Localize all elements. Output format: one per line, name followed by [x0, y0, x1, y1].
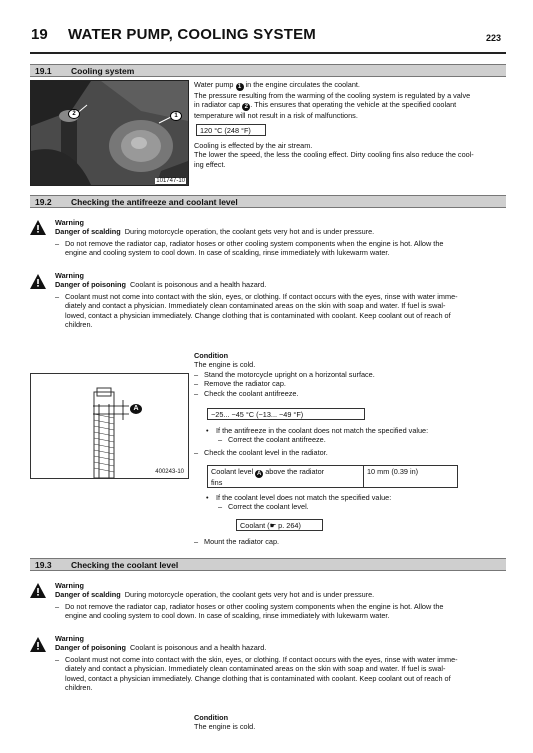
cooling-effect-text — [194, 141, 506, 169]
chapter-number: 19 — [31, 26, 48, 43]
warning-label: Danger of poisoning — [55, 643, 126, 653]
warning-instruction-cont: lowed, contact a physician immediately. Change clothing that is contaminated with coolant. Keep coolant out of reach of — [65, 310, 451, 320]
engine-photo-illustration — [31, 81, 188, 185]
coolant-level-label-b: above the radiator — [265, 467, 325, 476]
section-header-coolant-level — [30, 558, 506, 571]
figure-marker-a: A — [130, 404, 142, 414]
condition-text: The engine is cold. — [194, 722, 256, 732]
antifreeze-spec: −25... −45 °C (−13... −49 °F) — [207, 408, 365, 420]
section-number: 19.3 — [35, 560, 52, 570]
section-header-cooling-system — [30, 64, 506, 77]
warning-label: Danger of scalding — [55, 590, 121, 600]
header-rule — [30, 52, 506, 54]
marker-a-icon: A — [257, 471, 262, 477]
warning-triangle-icon — [30, 220, 46, 235]
condition-text: The engine is cold. — [194, 360, 256, 370]
antifreeze-check: • If the antifreeze in the coolant does not match the specified value: – Correct the coolant antifreeze. — [206, 426, 429, 445]
coolant-level-label: Coolant level — [211, 467, 254, 476]
radiator-figure — [30, 373, 189, 479]
step-correct-level: Correct the coolant level. — [228, 502, 309, 512]
photo-marker-2: 2 — [68, 109, 80, 119]
warning-label: Danger of poisoning — [55, 280, 126, 290]
warning-instruction-cont: engine and cooling system to cool down. In case of scalding, rinse immediately with lukewarm water. — [65, 248, 390, 258]
radiator-figure-id: 400243-10 — [155, 469, 184, 475]
section-number: 19.1 — [35, 66, 52, 76]
poisoning-warning: Warning Danger of poisoning Coolant is poisonous and a health hazard. – Coolant must not come into contact with the skin, eyes, or clothing. If contact occurs with the eyes, rinse with water imme- diately and contact a physician. Immediately clean contaminated areas on the skin with soap and water. If fuel is swal- lowed, contact a physician immediately. Change clothing that is contaminated with coolant. Keep coolant out of reach of children. — [55, 634, 507, 692]
section-title: Checking the coolant level — [71, 560, 179, 570]
step-stand-upright: Stand the motorcycle upright on a horizontal surface. — [204, 369, 375, 379]
text-air-stream: Cooling is effected by the air stream. — [194, 141, 313, 150]
text-cooling-effect: ing effect. — [194, 159, 226, 169]
cooling-system-description — [194, 80, 506, 121]
section-title: Checking the antifreeze and coolant level — [71, 197, 238, 207]
section-title: Cooling system — [71, 66, 135, 76]
warning-triangle-icon — [30, 637, 46, 652]
text-malfunctions: temperature will not result in a risk of malfunctions. — [194, 111, 358, 121]
condition-heading: Condition — [194, 351, 229, 360]
warning-instruction-cont: children. — [65, 683, 93, 693]
warning-heading: Warning — [55, 218, 84, 227]
antifreeze-procedure: Condition The engine is cold. – Stand the motorcycle upright on a horizontal surface. – Remove the radiator cap. – Check the coolant antifreeze. — [194, 351, 506, 398]
if-level-mismatch: If the coolant level does not match the specified value: — [216, 493, 392, 502]
warning-triangle-icon — [30, 583, 46, 598]
coolant-level-step: – Check the coolant level in the radiator. — [194, 448, 328, 457]
if-antifreeze-mismatch: If the antifreeze in the coolant does not match the specified value: — [216, 426, 429, 435]
level-check: • If the coolant level does not match the specified value: – Correct the coolant level. — [206, 493, 392, 512]
temperature-spec: 120 °C (248 °F) — [196, 124, 266, 136]
text-pressure: The pressure resulting from the warming of the cooling system is regulated by a valve — [194, 91, 471, 100]
warning-instruction-cont: diately and contact a physician. Immediately clean contaminated areas on the skin with soap and water. If fuel is swal- — [65, 301, 446, 311]
warning-text: During motorcycle operation, the coolant gets very hot and is under pressure. — [124, 227, 375, 237]
warning-heading: Warning — [55, 581, 84, 590]
step-check-level: Check the coolant level in the radiator. — [204, 448, 328, 457]
warning-instruction: Coolant must not come into contact with the skin, eyes, or clothing. If contact occurs with the eyes, rinse with water imme- — [65, 654, 458, 664]
marker-2-icon: 2 — [242, 103, 250, 111]
warning-instruction-cont: lowed, contact a physician immediately. Change clothing that is contaminated with coolant. Keep coolant out of reach of — [65, 673, 451, 683]
mount-cap-step: – Mount the radiator cap. — [194, 537, 280, 546]
coolant-level-label-c: fins — [211, 478, 223, 487]
marker-1-icon: 1 — [236, 83, 244, 91]
warning-text: Coolant is poisonous and a health hazard. — [130, 280, 267, 290]
text-radiator-cap: in radiator cap — [194, 100, 241, 110]
warning-instruction-cont: engine and cooling system to cool down. In case of scalding, rinse immediately with lukewarm water. — [65, 611, 390, 621]
poisoning-warning: Warning Danger of poisoning Coolant is poisonous and a health hazard. – Coolant must not come into contact with the skin, eyes, or clothing. If contact occurs with the eyes, rinse with water imme- diately and contact a physician. Immediately clean contaminated areas on the skin with soap and water. If fuel is swal- lowed, contact a physician immediately. Change clothing that is contaminated with coolant. Keep coolant out of reach of children. — [55, 271, 507, 329]
coolant-level-value: 10 mm (0.39 in) — [363, 465, 458, 488]
section-number: 19.2 — [35, 197, 52, 207]
coolant-level-condition — [194, 713, 506, 732]
warning-triangle-icon — [30, 274, 46, 289]
text-ensures: . This ensures that operating the vehicle at the specified coolant — [250, 100, 457, 110]
text-speed-effect: The lower the speed, the less the cooling effect. Dirty cooling fins also reduce the cool- — [194, 150, 474, 160]
engine-photo — [30, 80, 189, 186]
warning-instruction-cont: children. — [65, 320, 93, 330]
step-correct-antifreeze: Correct the coolant antifreeze. — [228, 435, 326, 445]
text-circulates: in the engine circulates the coolant. — [245, 80, 360, 89]
section-header-antifreeze — [30, 195, 506, 208]
text-water-pump: Water pump — [194, 80, 234, 89]
warning-label: Danger of scalding — [55, 227, 121, 237]
coolant-level-label-box — [207, 465, 364, 488]
warning-instruction: Coolant must not come into contact with the skin, eyes, or clothing. If contact occurs with the eyes, rinse with water imme- — [65, 291, 458, 301]
warning-instruction-cont: diately and contact a physician. Immediately clean contaminated areas on the skin with soap and water. If fuel is swal- — [65, 664, 446, 674]
warning-text: Coolant is poisonous and a health hazard. — [130, 643, 267, 653]
step-mount-cap: Mount the radiator cap. — [204, 537, 280, 546]
page-number: 223 — [486, 33, 502, 43]
warning-text: During motorcycle operation, the coolant gets very hot and is under pressure. — [124, 590, 375, 600]
scalding-warning: Warning Danger of scalding During motorcycle operation, the coolant gets very hot and is under pressure. – Do not remove the radiator cap, radiator hoses or other cooling system components when the engine is hot. Allow the engine and cooling system to cool down. In case of scalding, rinse immediately with lukewarm water. — [55, 581, 507, 621]
step-remove-cap: Remove the radiator cap. — [204, 379, 286, 389]
radiator-illustration — [31, 374, 188, 478]
scalding-warning: Warning Danger of scalding During motorcycle operation, the coolant gets very hot and is under pressure. – Do not remove the radiator cap, radiator hoses or other cooling system components when the engine is hot. Allow the engine and cooling system to cool down. In case of scalding, rinse immediately with lukewarm water. — [55, 218, 507, 258]
coolant-reference-link[interactable]: Coolant (☛ p. 264) — [236, 519, 323, 531]
warning-heading: Warning — [55, 271, 84, 280]
photo-figure-id: 101747-10 — [156, 178, 185, 184]
photo-marker-1: 1 — [170, 111, 182, 121]
chapter-title: WATER PUMP, COOLING SYSTEM — [68, 26, 316, 43]
warning-instruction: Do not remove the radiator cap, radiator hoses or other cooling system components when the engine is hot. Allow the — [65, 601, 444, 611]
step-check-antifreeze: Check the coolant antifreeze. — [204, 388, 299, 398]
warning-instruction: Do not remove the radiator cap, radiator hoses or other cooling system components when the engine is hot. Allow the — [65, 238, 444, 248]
condition-heading: Condition — [194, 713, 229, 722]
warning-heading: Warning — [55, 634, 84, 643]
